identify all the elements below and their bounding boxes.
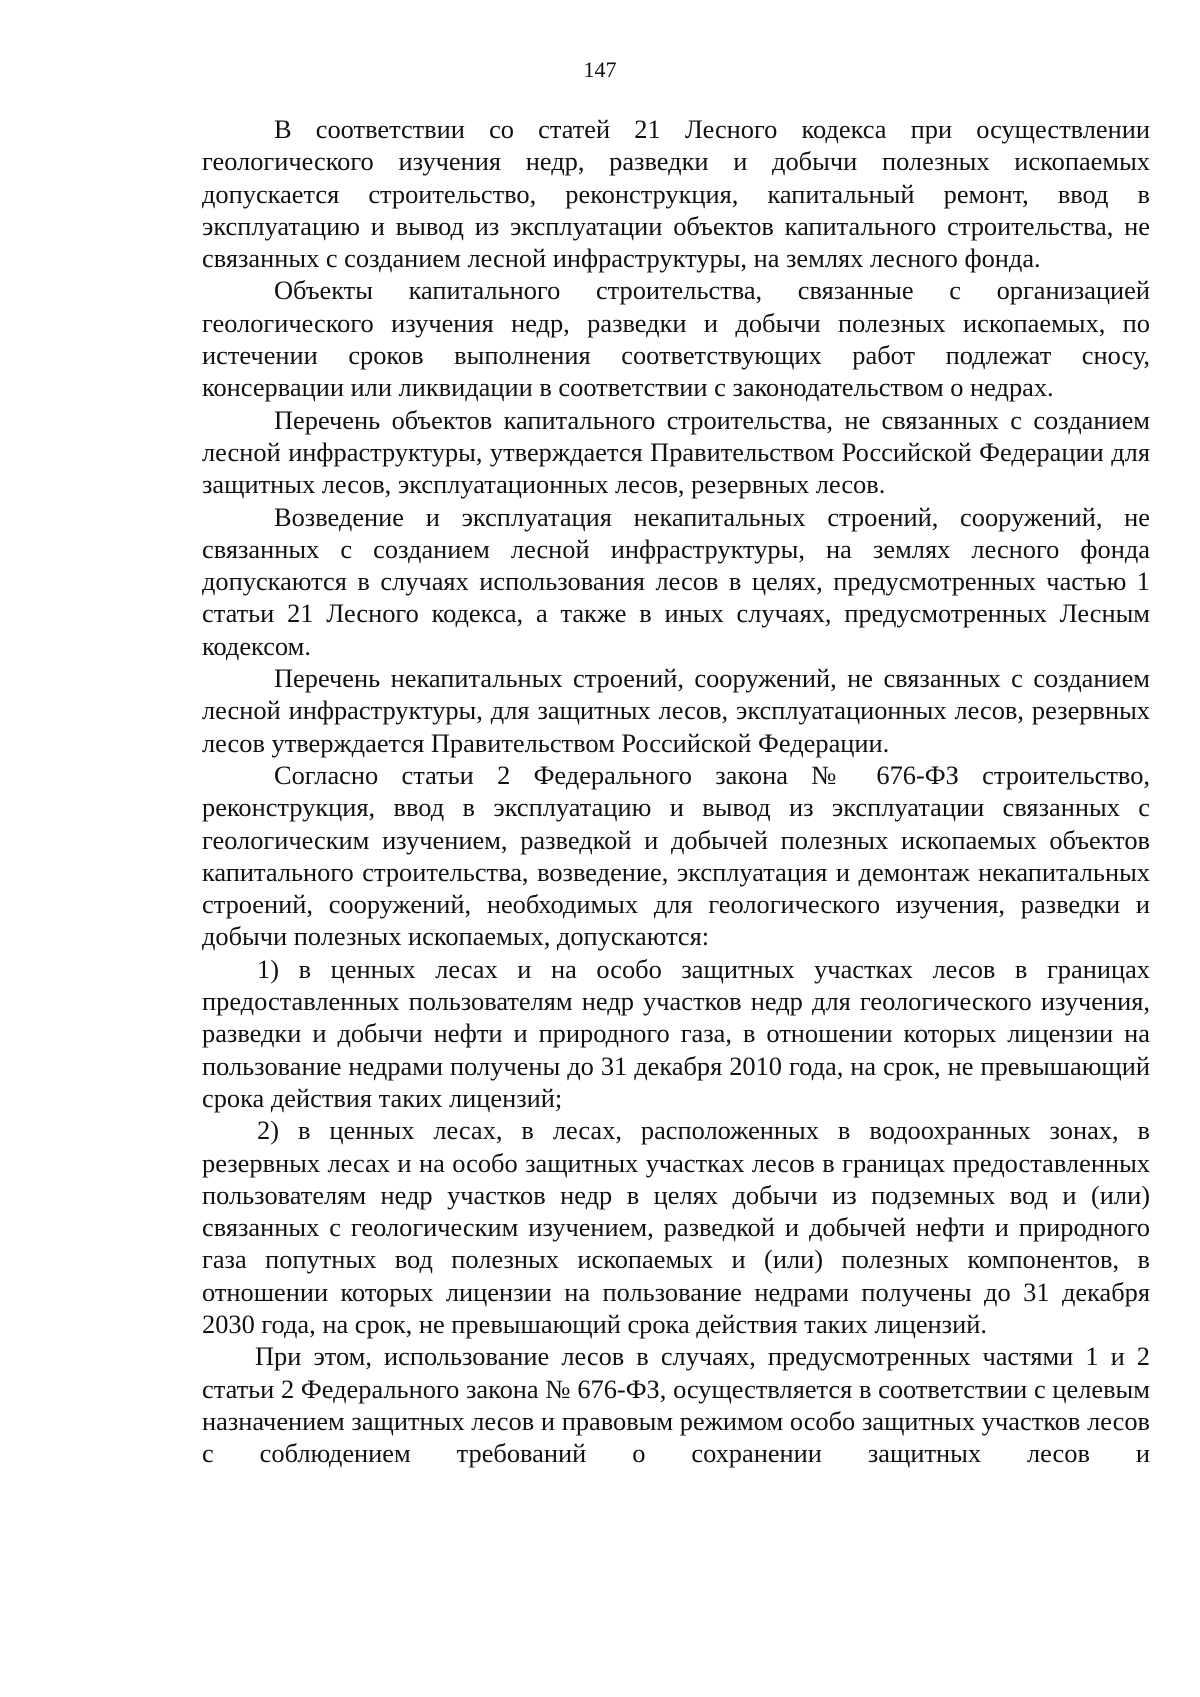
paragraph-capital-objects-list: Перечень объектов капитального строительства, не связанных с созданием лесной инфраструктуры, утверждается Правительством Российской Федерации для защитных лесов, эксплуатационных лесов, резервных лесов.	[202, 404, 1150, 500]
page-number: 147	[583, 57, 617, 82]
paragraph-forest-code-article-21: В соответствии со статей 21 Лесного кодекса при осуществлении геологического изучения недр, разведки и добычи полезных ископаемых допускается строительство, реконструкция, капитальный ремонт, ввод в эксплуатацию и вывод из эксплуатации объектов капитального строительства, не связанных с созданием лесной инфраструктуры, на землях лесного фонда.	[202, 114, 1150, 274]
paragraph-noncapital-structures-list: Перечень некапитальных строений, сооружений, не связанных с созданием лесной инфраструктуры, для защитных лесов, эксплуатационных лесов, резервных лесов утверждается Правительством Российской Федерации.	[202, 663, 1150, 758]
list-item-2: 2) в ценных лесах, в лесах, расположенных в водоохранных зонах, в резервных лесах и на особо защитных участках лесов в границах предоставленных пользователям недр участков недр в целях добычи из подземных вод и (или) связанных с геологическим изучением, разведкой и добычей нефти и природного газа попутных вод полезных ископаемых и (или) полезных компонентов, в отношении которых лицензии на пользование недрами получены до 31 декабря 2030 года, на срок, не превышающий срока действия таких лицензий.	[202, 1115, 1150, 1339]
document-body	[202, 113, 1150, 1469]
paragraph-federal-law-676: Согласно статьи 2 Федерального закона № 676-ФЗ строительство, реконструкция, ввод в эксплуатацию и вывод из эксплуатации связанных с геологическим изучением, разведкой и добычей полезных ископаемых объектов капитального строительства, возведение, эксплуатация и демонтаж некапитальных строений, сооружений, необходимых для геологического изучения, разведки и добычи полезных ископаемых, допускаются:	[202, 759, 1150, 952]
paragraph-capital-objects-demolition: Объекты капитального строительства, связанные с организацией геологического изучения недр, разведки и добычи полезных ископаемых, по истечении сроков выполнения соответствующих работ подлежат сносу, консервации или ликвидации в соответствии с законодательством о недрах.	[202, 275, 1150, 403]
paragraph-forest-use-conditions: При этом, использование лесов в случаях, предусмотренных частями 1 и 2 статьи 2 Федерального закона № 676-ФЗ, осуществляется в соответствии с целевым назначением защитных лесов и правовым режимом особо защитных участков лесов с соблюдением требований о сохранении защитных лесов и	[202, 1341, 1150, 1469]
list-item-1: 1) в ценных лесах и на особо защитных участках лесов в границах предоставленных пользователям недр участков недр для геологического изучения, разведки и добычи нефти и природного газа, в отношении которых лицензии на пользование недрами получены до 31 декабря 2010 года, на срок, не превышающий срока действия таких лицензий;	[202, 953, 1150, 1113]
paragraph-noncapital-structures: Возведение и эксплуатация некапитальных строений, сооружений, не связанных с созданием лесной инфраструктуры, на землях лесного фонда допускаются в случаях использования лесов в целях, предусмотренных частью 1 статьи 21 Лесного кодекса, а также в иных случаях, предусмотренных Лесным кодексом.	[202, 501, 1150, 661]
